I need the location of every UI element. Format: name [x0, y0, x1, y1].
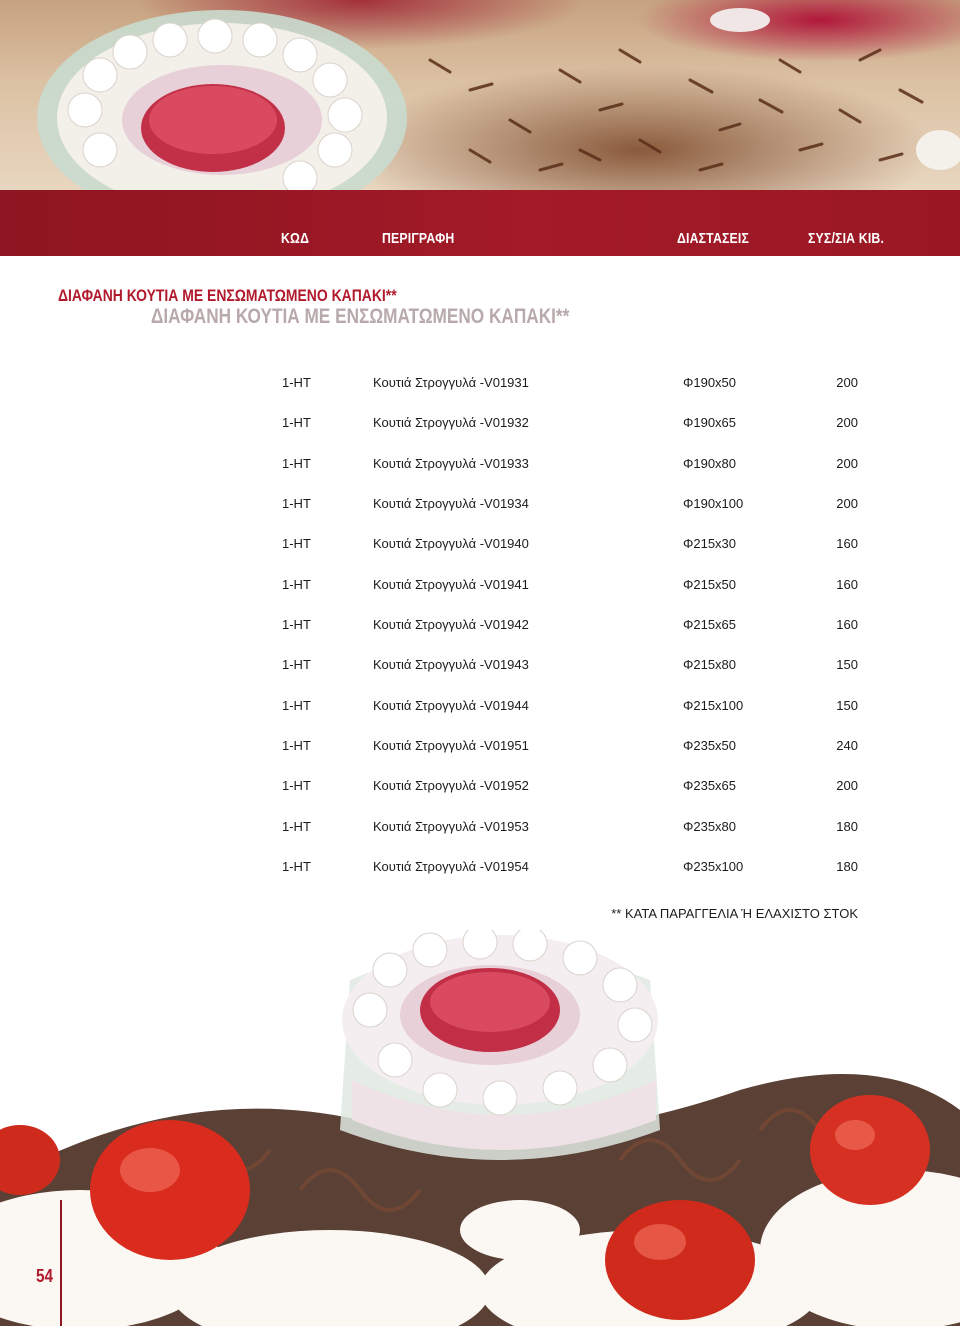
- product-code: 1-HT: [282, 657, 311, 672]
- product-dimensions: Φ235x100: [683, 859, 744, 874]
- product-description: Κουτιά Στρογγυλά -V01952: [373, 778, 529, 793]
- page-margin-rule: [60, 1200, 62, 1326]
- product-dimensions: Φ235x65: [683, 778, 737, 793]
- section-title-shadow: ΔΙΑΦΑΝΗ ΚΟΥΤΙΑ ΜΕ ΕΝΣΩΜΑΤΩΜΕΝΟ ΚΑΠΑΚΙ**: [151, 305, 570, 328]
- product-description: Κουτιά Στρογγυλά -V01933: [373, 456, 529, 471]
- product-pack-qty: 200: [836, 415, 858, 430]
- product-pack-qty: 150: [836, 657, 858, 672]
- product-code: 1-HT: [282, 536, 311, 551]
- product-dimensions: Φ215x65: [683, 617, 737, 632]
- product-dimensions: Φ215x100: [683, 698, 744, 713]
- product-pack-qty: 180: [836, 819, 858, 834]
- product-pack-qty: 200: [836, 456, 858, 471]
- product-pack-qty: 160: [836, 577, 858, 592]
- product-pack-qty: 240: [836, 738, 858, 753]
- product-pack-qty: 200: [836, 778, 858, 793]
- table-row: [0, 456, 960, 476]
- product-code: 1-HT: [282, 496, 311, 511]
- product-code: 1-HT: [282, 617, 311, 632]
- product-description: Κουτιά Στρογγυλά -V01953: [373, 819, 529, 834]
- product-pack-qty: 160: [836, 617, 858, 632]
- column-header-pack-qty: ΣΥΣ/ΣΙΑ ΚΙΒ.: [808, 230, 885, 247]
- product-description: Κουτιά Στρογγυλά -V01944: [373, 698, 529, 713]
- table-row: [0, 617, 960, 637]
- product-dimensions: Φ235x50: [683, 738, 737, 753]
- product-dimensions: Φ190x50: [683, 375, 737, 390]
- table-row: [0, 738, 960, 758]
- product-description: Κουτιά Στρογγυλά -V01932: [373, 415, 529, 430]
- section-title: ΔΙΑΦΑΝΗ ΚΟΥΤΙΑ ΜΕ ΕΝΣΩΜΑΤΩΜΕΝΟ ΚΑΠΑΚΙ**: [58, 286, 397, 305]
- table-row: [0, 778, 960, 798]
- product-pack-qty: 180: [836, 859, 858, 874]
- product-description: Κουτιά Στρογγυλά -V01951: [373, 738, 529, 753]
- product-dimensions: Φ190x100: [683, 496, 744, 511]
- column-header-code: ΚΩΔ: [281, 230, 310, 247]
- column-header-description: ΠΕΡΙΓΡΑΦΗ: [382, 230, 455, 247]
- product-description: Κουτιά Στρογγυλά -V01943: [373, 657, 529, 672]
- top-cake-photo: [0, 0, 960, 190]
- product-code: 1-HT: [282, 456, 311, 471]
- product-description: Κουτιά Στρογγυλά -V01942: [373, 617, 529, 632]
- product-description: Κουτιά Στρογγυλά -V01954: [373, 859, 529, 874]
- page-number: 54: [36, 1266, 54, 1286]
- product-description: Κουτιά Στρογγυλά -V01934: [373, 496, 529, 511]
- product-code: 1-HT: [282, 415, 311, 430]
- table-row: [0, 657, 960, 677]
- table-row: [0, 577, 960, 597]
- product-description: Κουτιά Στρογγυλά -V01940: [373, 536, 529, 551]
- product-dimensions: Φ190x80: [683, 456, 737, 471]
- product-description: Κουτιά Στρογγυλά -V01931: [373, 375, 529, 390]
- product-dimensions: Φ215x50: [683, 577, 737, 592]
- column-header-dimensions: ΔΙΑΣΤΑΣΕΙΣ: [677, 230, 750, 247]
- table-row: [0, 859, 960, 879]
- stock-footnote: ** ΚΑΤΑ ΠΑΡΑΓΓΕΛΙΑ Ή ΕΛΑΧΙΣΤΟ ΣΤΟΚ: [611, 906, 858, 921]
- product-pack-qty: 200: [836, 496, 858, 511]
- product-pack-qty: 200: [836, 375, 858, 390]
- product-dimensions: Φ215x80: [683, 657, 737, 672]
- product-code: 1-HT: [282, 738, 311, 753]
- product-code: 1-HT: [282, 778, 311, 793]
- product-pack-qty: 150: [836, 698, 858, 713]
- product-code: 1-HT: [282, 577, 311, 592]
- table-row: [0, 698, 960, 718]
- table-row: [0, 375, 960, 395]
- product-code: 1-HT: [282, 819, 311, 834]
- table-row: [0, 819, 960, 839]
- table-row: [0, 415, 960, 435]
- bottom-cake-photo: [0, 930, 960, 1326]
- product-pack-qty: 160: [836, 536, 858, 551]
- product-description: Κουτιά Στρογγυλά -V01941: [373, 577, 529, 592]
- product-code: 1-HT: [282, 859, 311, 874]
- product-dimensions: Φ215x30: [683, 536, 737, 551]
- product-dimensions: Φ190x65: [683, 415, 737, 430]
- table-row: [0, 536, 960, 556]
- table-row: [0, 496, 960, 516]
- product-code: 1-HT: [282, 698, 311, 713]
- product-dimensions: Φ235x80: [683, 819, 737, 834]
- product-code: 1-HT: [282, 375, 311, 390]
